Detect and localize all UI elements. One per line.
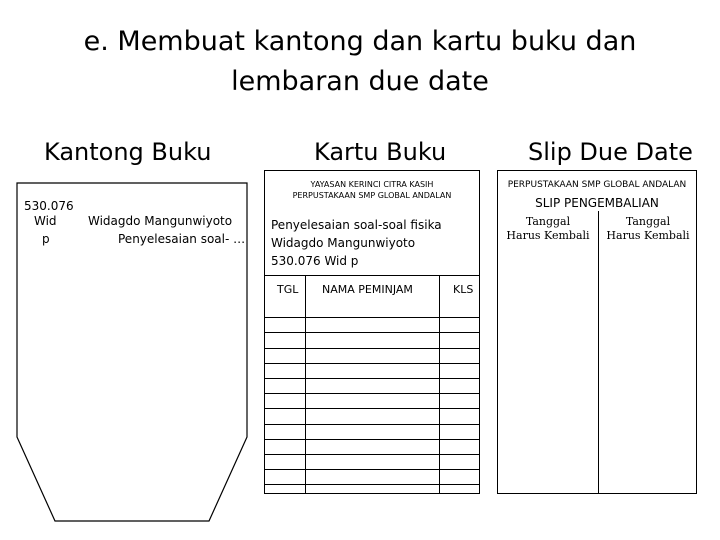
slip-column-divider [598, 211, 599, 493]
pocket-call-number: 530.076 [24, 199, 74, 213]
slide-title-line2: lembaran due date [231, 66, 489, 97]
card-table-row [265, 379, 479, 394]
card-column-header-tgl: TGL [277, 283, 299, 296]
card-table-row [265, 303, 479, 318]
card-call-number: 530.076 Wid p [271, 254, 359, 268]
slip-column-right [600, 215, 696, 243]
card-table-top-rule [265, 275, 479, 276]
card-header-line2: PERPUSTAKAAN SMP GLOBAL ANDALAN [292, 191, 452, 200]
heading-slip-due-date: Slip Due Date [528, 138, 693, 166]
due-date-slip [497, 170, 697, 494]
pocket-author: Widagdo Mangunwiyoto [88, 214, 233, 228]
card-table-row [265, 425, 479, 440]
slide-title-line1: e. Membuat kantong dan kartu buku dan [83, 26, 637, 57]
pocket-author-code: Wid [34, 214, 57, 228]
slip-header: PERPUSTAKAAN SMP GLOBAL ANDALAN [507, 180, 687, 190]
card-table-row [265, 364, 479, 379]
card-column-header-nama-peminjam: NAMA PEMINJAM [322, 283, 413, 296]
card-book-title: Penyelesaian soal-soal fisika [271, 218, 442, 232]
pocket-book-title: Penyelesaian soal- … [118, 232, 246, 246]
heading-kantong-buku: Kantong Buku [44, 138, 212, 166]
card-table-row [265, 440, 479, 455]
card-table-row [265, 333, 479, 348]
heading-kartu-buku: Kartu Buku [314, 138, 447, 166]
card-header-line1: YAYASAN KERINCI CITRA KASIH [310, 180, 434, 189]
slip-right-label-1: Tanggal [625, 215, 671, 228]
card-column-header-kls: KLS [453, 283, 474, 296]
slide-title [0, 22, 720, 102]
card-author: Widagdo Mangunwiyoto [271, 236, 416, 250]
slip-left-label-1: Tanggal [525, 215, 571, 228]
card-table-row [265, 455, 479, 470]
slip-left-label-2: Harus Kembali [506, 229, 590, 242]
book-card [264, 170, 480, 494]
slip-subheader: SLIP PENGEMBALIAN [535, 196, 659, 210]
card-table-rows [265, 303, 479, 485]
card-book-info [271, 216, 442, 270]
card-table-row [265, 349, 479, 364]
slip-column-left [500, 215, 596, 243]
card-table-row [265, 394, 479, 409]
card-table-row [265, 470, 479, 485]
card-table-row [265, 409, 479, 424]
slip-right-label-2: Harus Kembali [606, 229, 690, 242]
card-table-row [265, 318, 479, 333]
pocket-title-code: p [42, 232, 50, 246]
card-header [265, 179, 479, 201]
